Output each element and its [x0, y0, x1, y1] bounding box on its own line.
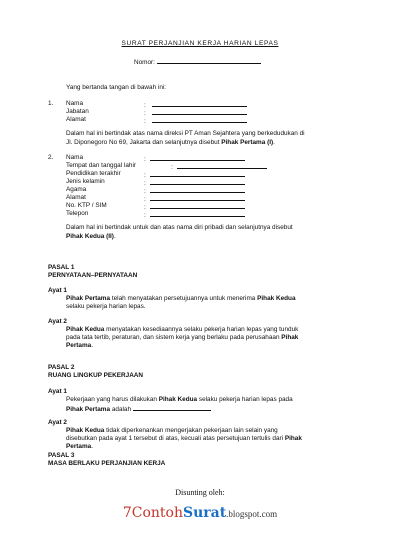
- party2-field-alamat-value: :: [144, 194, 245, 204]
- party2-role: Pihak Kedua (II): [66, 233, 114, 240]
- intro-text: Yang bertanda tangan di bawah ini:: [66, 84, 167, 91]
- party2-field-pendidikan-value: :: [144, 170, 245, 180]
- edited-by-label: Disunting oleh:: [175, 488, 225, 497]
- field-blank: [150, 178, 245, 185]
- field-blank: [150, 202, 245, 209]
- field-blank: [150, 210, 245, 217]
- party2-field-alamat: Alamat: [66, 194, 86, 201]
- field-blank: [150, 186, 245, 193]
- party2-desc-line1: Dalam hal ini bertindak untuk dan atas nama diri pribadi dan selanjutnya disebut: [66, 224, 293, 231]
- brand-number: 7: [122, 505, 132, 521]
- party2-field-jenis-kelamin: Jenis kelamin: [66, 178, 105, 185]
- party2-field-ktp: No. KTP / SIM: [66, 202, 107, 209]
- party1-field-jabatan: [66, 108, 89, 116]
- pasal3-heading: PASAL 3: [48, 452, 75, 459]
- brand-word-contoh: Contoh: [131, 505, 183, 521]
- party1-number: 1.: [48, 100, 54, 107]
- pasal2-ayat2-line3: Pertama.: [66, 443, 94, 450]
- party2-field-ktp-value: :: [144, 202, 245, 212]
- party2-field-nama: Nama: [66, 154, 84, 161]
- party2-field-pendidikan: Pendidikan terakhir: [66, 170, 121, 177]
- pasal1-ayat1-line1: Pihak Pertama telah menyatakan persetujuannya untuk menerima Pihak Kedua: [66, 295, 296, 302]
- field-label: Jabatan: [66, 108, 89, 115]
- pasal1-ayat2-line3: Pertama.: [66, 342, 94, 349]
- pasal2-subheading: RUANG LINGKUP PEKERJAAN: [48, 372, 144, 379]
- brand-domain: .blogspot.com: [226, 509, 278, 519]
- pasal2-ayat1-line2: Pihak Pertama adalah: [66, 404, 211, 414]
- party1-role: Pihak Pertama (I): [221, 139, 274, 146]
- pekerjaan-blank: [133, 404, 211, 411]
- field-blank: [150, 194, 245, 201]
- field-blank: [152, 100, 247, 107]
- pasal1-ayat2-label: Ayat 2: [48, 318, 67, 325]
- watermark-brand: [0, 505, 400, 521]
- party2-field-telepon: Telepon: [66, 210, 89, 217]
- pasal1-ayat1-label: Ayat 1: [48, 287, 67, 294]
- party2-field-ttl: Tempat dan tanggal lahir: [66, 162, 136, 169]
- party1-desc-line1: Dalam hal ini bertindak atas nama direksi PT Aman Sejahtera yang berkedudukan di: [66, 130, 305, 137]
- pasal1-ayat2-line1: Pihak Kedua menyatakan kesediaannya selaku pekerja harian lepas yang tunduk: [66, 326, 299, 333]
- party1-field-nama: [66, 100, 83, 108]
- pasal2-ayat2-line2: disebutkan pada ayat 1 tersebut di atas, kecuali atas persetujuan tertulis dari Pihak: [66, 435, 302, 442]
- party2-field-jenis-kelamin-value: :: [144, 178, 245, 188]
- party2-field-agama: Agama: [66, 186, 87, 193]
- party2-number: 2.: [48, 154, 54, 161]
- party2-field-telepon-value: :: [144, 210, 245, 220]
- pasal1-ayat1-line2: selaku pekerja harian lepas.: [66, 303, 146, 310]
- party2-field-nama-value: :: [144, 154, 245, 164]
- party2-field-ttl-value: :: [171, 162, 267, 172]
- field-blank: [177, 162, 267, 169]
- party2-desc-line2: Pihak Kedua (II).: [66, 233, 116, 240]
- field-blank: [150, 154, 245, 161]
- pasal1-heading: PASAL 1: [48, 264, 75, 271]
- nomor-line: [134, 57, 261, 67]
- pasal3-subheading: MASA BERLAKU PERJANJIAN KERJA: [48, 460, 166, 467]
- field-blank: [150, 170, 245, 177]
- field-label: Alamat: [66, 116, 86, 123]
- party1-field-alamat-value: :: [144, 116, 247, 126]
- pasal1-subheading: PERNYATAAN–PERNYATAAN: [48, 272, 138, 279]
- party2-field-agama-value: :: [144, 186, 245, 196]
- nomor-blank: [157, 57, 261, 64]
- pasal2-heading: PASAL 2: [48, 364, 75, 371]
- pasal1-ayat2-line2: pada tata tertib, peraturan, dan sistem kerja yang berlaku pada perusahaan Pihak: [66, 334, 299, 341]
- field-label: Nama: [66, 100, 84, 107]
- document-title: SURAT PERJANJIAN KERJA HARIAN LEPAS: [121, 40, 279, 47]
- party1-field-jabatan-value: :: [144, 108, 247, 118]
- pasal2-ayat2-label: Ayat 2: [48, 419, 67, 426]
- party1-desc-line2: Jl. Diponegoro No 69, Jakarta dan selanjutnya disebut Pihak Pertama (I).: [66, 139, 275, 146]
- pasal2-ayat1-line1: Pekerjaan yang harus dilakukan Pihak Kedua selaku pekerja harian lepas pada: [66, 396, 293, 403]
- nomor-label: Nomor:: [134, 59, 155, 66]
- party1-field-alamat: [66, 116, 86, 124]
- pasal2-ayat2-line1: Pihak Kedua tidak diperkenankan mengerjakan pekerjaan lain selain yang: [66, 427, 278, 434]
- field-blank: [152, 116, 247, 123]
- pasal2-ayat1-label: Ayat 1: [48, 388, 67, 395]
- brand-word-surat: Surat: [182, 505, 227, 521]
- party1-field-nama-value: :: [144, 100, 247, 110]
- field-blank: [152, 108, 247, 115]
